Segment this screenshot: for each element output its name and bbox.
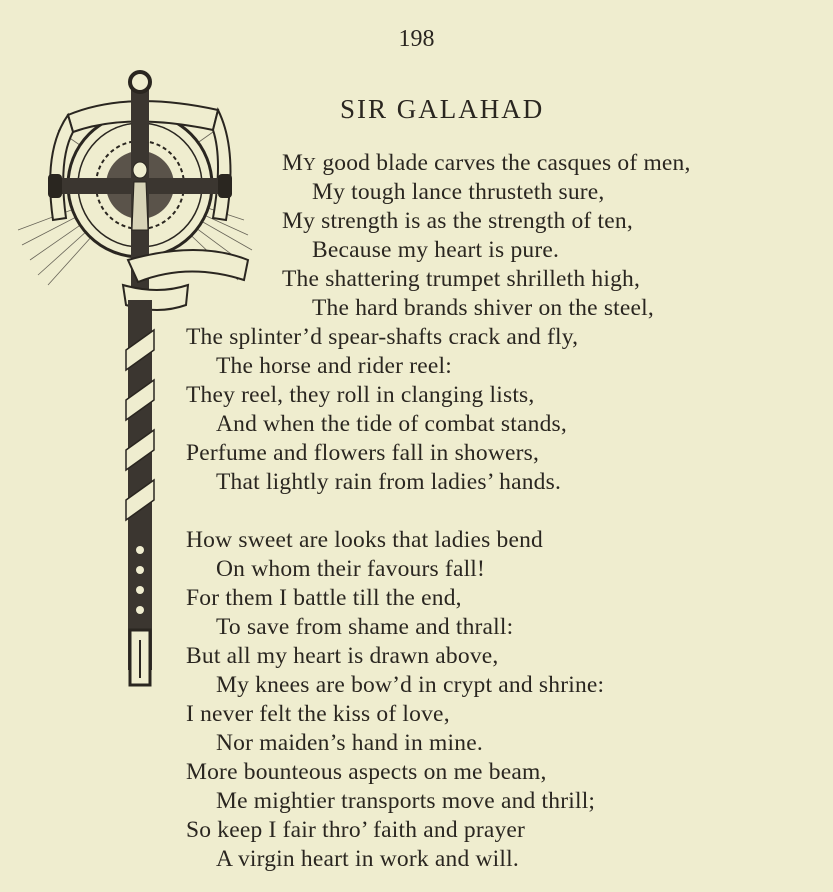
poem-line: Because my heart is pure. xyxy=(312,237,560,263)
poem-line: More bounteous aspects on me beam, xyxy=(186,759,547,785)
poem-line: But all my heart is drawn above, xyxy=(186,643,499,669)
poem-line: They reel, they roll in clanging lists, xyxy=(186,382,535,408)
poem-line: The shattering trumpet shrilleth high, xyxy=(282,266,641,292)
poem-line: The splinter’d spear-shafts crack and fly, xyxy=(186,324,579,350)
poem-line: I never felt the kiss of love, xyxy=(186,701,450,727)
poem-line: The hard brands shiver on the steel, xyxy=(312,295,654,321)
poem-line: Nor maiden’s hand in mine. xyxy=(216,730,483,756)
poem-line: And when the tide of combat stands, xyxy=(216,411,567,437)
poem-line: Me mightier transports move and thrill; xyxy=(216,788,596,814)
poem-line: The horse and rider reel: xyxy=(216,353,452,379)
first-line-rest: good blade carves the casques of men, xyxy=(316,150,691,176)
page-number: 198 xyxy=(398,26,435,52)
poem-line: On whom their favours fall! xyxy=(216,556,486,582)
poem-line: My knees are bow’d in crypt and shrine: xyxy=(216,672,605,698)
poem-line: A virgin heart in work and will. xyxy=(216,846,519,872)
first-word-initial: M xyxy=(282,150,304,176)
poem-line: My tough lance thrusteth sure, xyxy=(312,179,605,205)
poem-line: That lightly rain from ladies’ hands. xyxy=(216,469,562,495)
poem-line: My strength is as the strength of ten, xyxy=(282,208,633,234)
poem-title: SIR GALAHAD xyxy=(340,94,545,124)
poem-line-1 xyxy=(282,150,691,177)
poem-line: Perfume and flowers fall in showers, xyxy=(186,440,540,466)
poem-line: For them I battle till the end, xyxy=(186,585,462,611)
poem-line: So keep I fair thro’ faith and prayer xyxy=(186,817,526,843)
first-word-rest: Y xyxy=(303,154,317,174)
poem-line: To save from shame and thrall: xyxy=(216,614,514,640)
poem-line: How sweet are looks that ladies bend xyxy=(186,527,543,553)
